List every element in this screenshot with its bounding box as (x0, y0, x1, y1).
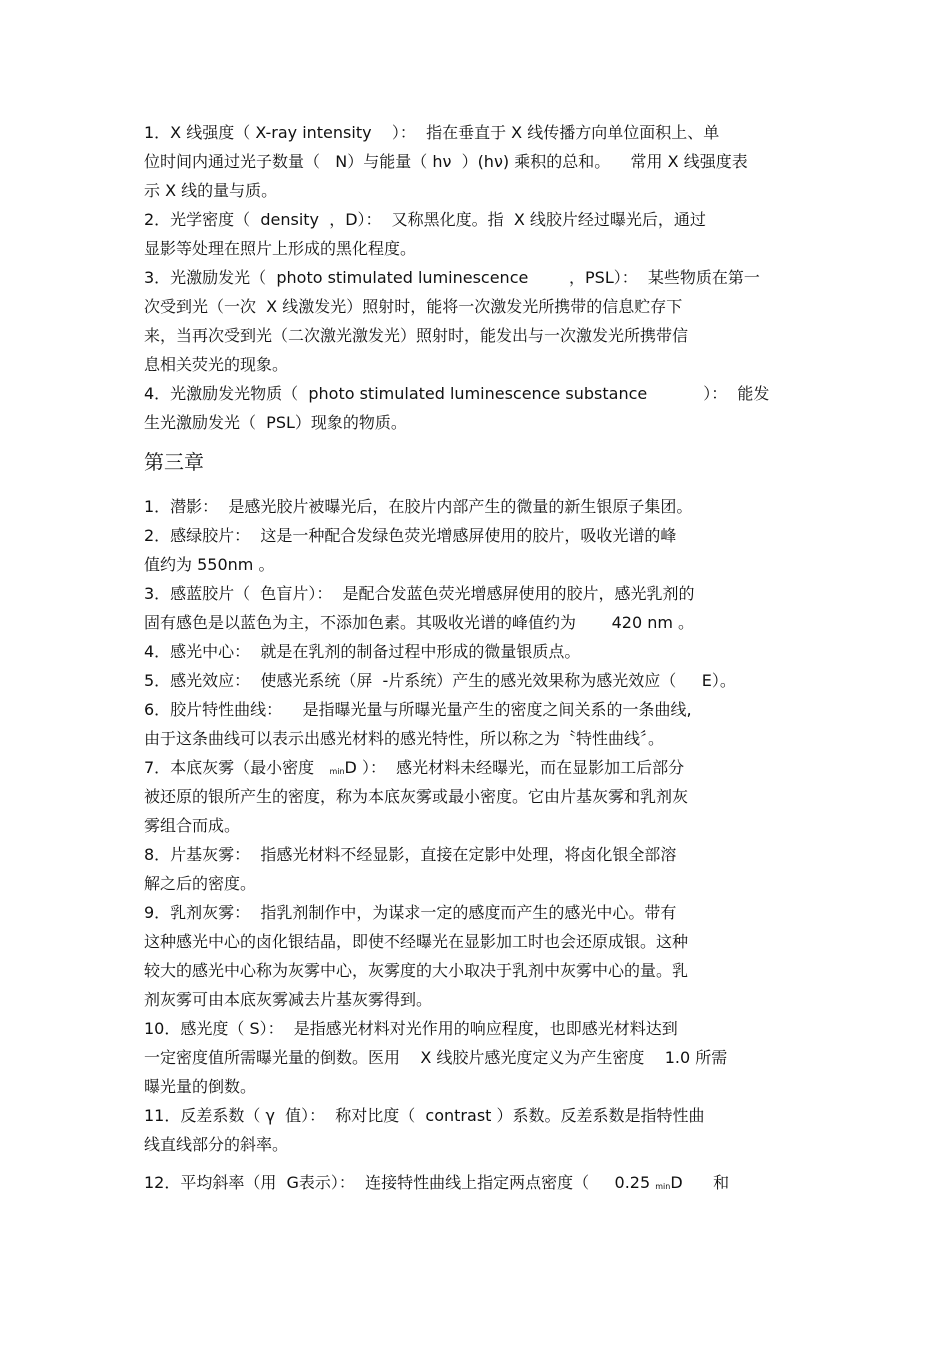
definitions-section-chapter3-continued (144, 1168, 814, 1197)
term-9-line-1: 9．乳剂灰雾： 指乳剂制作中，为谋求一定的感度而产生的感光中心。带有 (144, 903, 677, 922)
definition-3-line-1: 3．光激励发光（ photo stimulated luminescence ，PSL）： 某些物质在第一 (144, 268, 760, 287)
term-5-line-1: 5．感光效应： 使感光系统（屏 -片系统）产生的感光效果称为感光效应（ E）。 (144, 671, 736, 690)
term-9-line-2: 这种感光中心的卤化银结晶，即使不经曝光在显影加工时也会还原成银。这种 (144, 932, 689, 951)
term-12-line-1 (144, 1168, 814, 1197)
definition-4-line-1: 4．光激励发光物质（ photo stimulated luminescence substance ）： 能发 (144, 384, 770, 403)
term-4-line-1: 4．感光中心： 就是在乳剂的制备过程中形成的微量银质点。 (144, 642, 581, 661)
term-12-line-1-before: 12．平均斜率（用 G表示）： 连接特性曲线上指定两点密度（ 0.25 (144, 1173, 656, 1192)
term-11-line-1: 11．反差系数（ γ 值）： 称对比度（ contrast ）系数。反差系数是指特性曲 (144, 1106, 705, 1125)
term-9-line-4: 剂灰雾可由本底灰雾减去片基灰雾得到。 (144, 990, 433, 1009)
term-7-line-1-before: 7．本底灰雾（最小密度 (144, 758, 330, 777)
definition-3-line-4: 息相关荧光的现象。 (144, 355, 289, 374)
term-7-line-1 (144, 753, 814, 782)
term-7-line-2: 被还原的银所产生的密度，称为本底灰雾或最小密度。它由片基灰雾和乳剂灰 (144, 787, 689, 806)
term-3-line-1: 3．感蓝胶片（ 色盲片）： 是配合发蓝色荧光增感屏使用的胶片，感光乳剂的 (144, 584, 695, 603)
definition-3-line-3: 来，当再次受到光（二次激光激发光）照射时，能发出与一次激发光所携带信 (144, 326, 689, 345)
definitions-section-chapter3 (144, 492, 814, 1159)
term-2-line-2: 值约为 550nm 。 (144, 555, 275, 574)
definition-2-line-2: 显影等处理在照片上形成的黑化程度。 (144, 239, 417, 258)
definition-1-line-2: 位时间内通过光子数量（ N）与能量（ hν ）(hν) 乘积的总和。 常用 X 线强度表 (144, 152, 748, 171)
term-1-line-1: 1．潜影： 是感光胶片被曝光后，在胶片内部产生的微量的新生银原子集团。 (144, 497, 693, 516)
term-10-line-1: 10．感光度（ S）： 是指感光材料对光作用的响应程度，也即感光材料达到 (144, 1019, 678, 1038)
definition-4-line-2: 生光激励发光（ PSL）现象的物质。 (144, 413, 407, 432)
term-2-line-1: 2．感绿胶片： 这是一种配合发绿色荧光增感屏使用的胶片，吸收光谱的峰 (144, 526, 677, 545)
term-7-line-3: 雾组合而成。 (144, 816, 241, 835)
term-9-line-3: 较大的感光中心称为灰雾中心，灰雾度的大小取决于乳剂中灰雾中心的量。乳 (144, 961, 689, 980)
term-10-line-3: 曝光量的倒数。 (144, 1077, 257, 1096)
definition-3-line-2: 次受到光（一次 X 线激发光）照射时，能将一次激发光所携带的信息贮存下 (144, 297, 683, 316)
chapter-heading: 第三章 (144, 450, 204, 474)
definition-1-line-1: 1．X 线强度（ X-ray intensity ）： 指在垂直于 X 线传播方向单位面积上、单 (144, 123, 720, 142)
term-6-line-1: 6．胶片特性曲线： 是指曝光量与所曝光量产生的密度之间关系的一条曲线, (144, 700, 692, 719)
term-12-line-1-after: D 和 (670, 1173, 730, 1192)
term-6-line-2: 由于这条曲线可以表示出感光材料的感光特性，所以称之为〝特性曲线〞。 (144, 729, 665, 748)
term-3-line-2: 固有感色是以蓝色为主，不添加色素。其吸收光谱的峰值约为 420 nm 。 (144, 613, 695, 632)
term-7-line-1-after: D ）： 感光材料未经曝光，而在显影加工后部分 (344, 758, 685, 777)
definition-1-line-3: 示 X 线的量与质。 (144, 181, 278, 200)
term-8-line-1: 8．片基灰雾： 指感光材料不经显影，直接在定影中处理，将卤化银全部溶 (144, 845, 677, 864)
term-7-subscript: min (329, 767, 345, 776)
term-11-line-2: 线直线部分的斜率。 (144, 1135, 289, 1154)
definitions-section-top (144, 118, 814, 437)
term-12-subscript: min (655, 1182, 671, 1191)
term-8-line-2: 解之后的密度。 (144, 874, 257, 893)
definition-2-line-1: 2．光学密度（ density ，D）： 又称黑化度。指 X 线胶片经过曝光后，通过 (144, 210, 706, 229)
term-10-line-2: 一定密度值所需曝光量的倒数。医用 X 线胶片感光度定义为产生密度 1.0 所需 (144, 1048, 728, 1067)
